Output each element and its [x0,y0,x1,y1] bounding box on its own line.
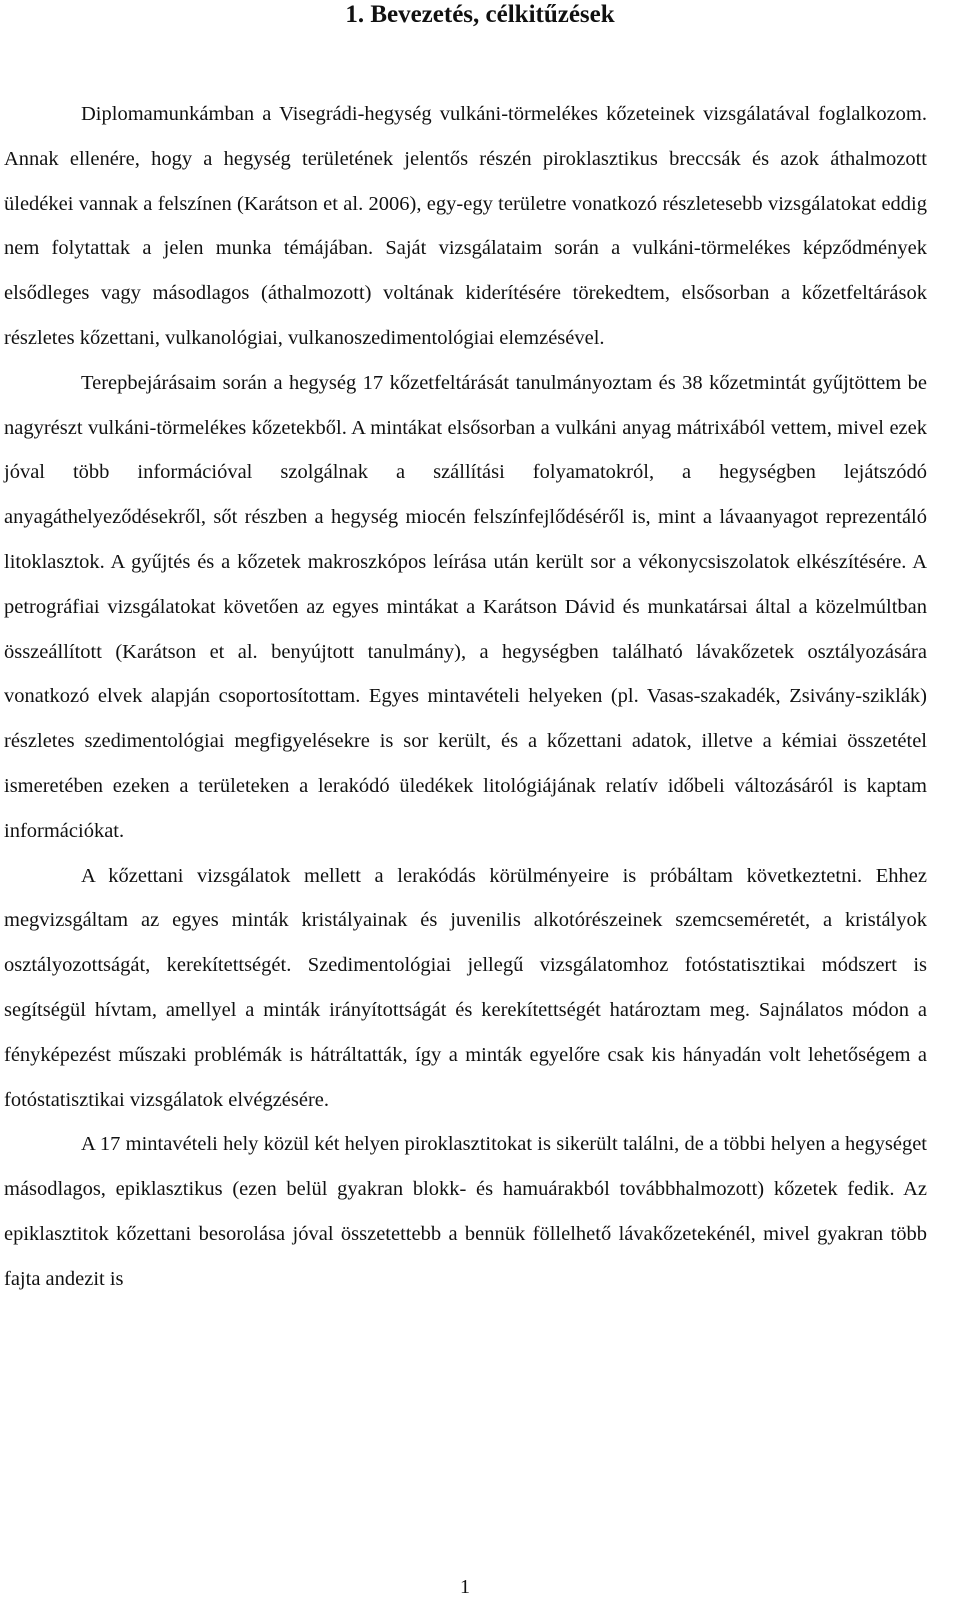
paragraph-pyroclastics: A 17 mintavételi hely közül két helyen piroklasztitokat is sikerült találni, de a többi helyen a hegységet másodlagos, epiklasztikus (ezen belül gyakran blokk- és hamuárakból továbbhalmozott) kőzetek fedik. Az epiklasztitok kőzettani besorolása jóval összetettebb a bennük föllelhető lávakőzetekénél, mivel gyakran több fajta andezit is [4,1133,927,1290]
page-number: 1 [460,1576,470,1598]
paragraph-intro: Diplomamunkámban a Visegrádi-hegység vulkáni-törmelékes kőzeteinek vizsgálatával foglalkozom. Annak ellenére, hogy a hegység területének jelentős részén piroklasztikus breccsák és azok áthalmozott üledékei vannak a felszínen (Karátson et al. 2006), egy-egy területre vonatkozó részletesebb vizsgálatokat eddig nem folytattak a jelen munka témájában. Saját vizsgálataim során a vulkáni-törmelékes képződmények elsődleges vagy másodlagos (áthalmozott) voltának kiderítésére törekedtem, elsősorban a kőzetfeltárások részletes kőzettani, vulkanológiai, vulkanoszedimentológiai elemzésével. [4,103,927,349]
document-body [4,92,927,1302]
page-title: 1. Bevezetés, célkitűzések [345,1,615,28]
paragraph-fieldwork: Terepbejárásaim során a hegység 17 kőzetfeltárását tanulmányoztam és 38 kőzetmintát gyűjtöttem be nagyrészt vulkáni-törmelékes kőzetekből. A mintákat elsősorban a vulkáni anyag mátrixából vettem, mivel ezek jóval több információval szolgálnak a szállítási folyamatokról, a hegységben lejátszódó anyagáthelyeződésekről, sőt részben a hegység miocén felszínfejlődéséről is, mint a lávaanyagot reprezentáló litoklasztok. A gyűjtés és a kőzetek makroszkópos leírása után került sor a vékonycsiszolatok elkészítésére. A petrográfiai vizsgálatokat követően az egyes mintákat a Karátson Dávid és munkatársai által a közelmúltban összeállított (Karátson et al. benyújtott tanulmány), a hegységben található lávakőzetek osztályozására vonatkozó elvek alapján csoportosítottam. Egyes mintavételi helyeken (pl. Vasas-szakadék, Zsivány-sziklák) részletes szedimentológiai megfigyelésekre is sor került, és a kőzettani adatok, illetve a kémiai összetétel ismeretében ezeken a területeken a lerakódó üledékek litológiájának relatív időbeli változásáról is kaptam információkat. [4,371,927,842]
paragraph-sedimentology: A kőzettani vizsgálatok mellett a lerakódás körülményeire is próbáltam következtetni. Ehhez megvizsgáltam az egyes minták kristályainak és juvenilis alkotórészeinek szemcseméretét, a kristályok osztályozottságát, kerekítettségét. Szedimentológiai jellegű vizsgálatomhoz fotóstatisztikai módszert is segítségül hívtam, amellyel a minták irányítottságát és kerekítettségét határoztam meg. Sajnálatos módon a fényképezést műszaki problémák is hátráltatták, így a minták egyelőre csak kis hányadán volt lehetőségem a fotóstatisztikai vizsgálatok elvégzésére. [4,864,927,1111]
